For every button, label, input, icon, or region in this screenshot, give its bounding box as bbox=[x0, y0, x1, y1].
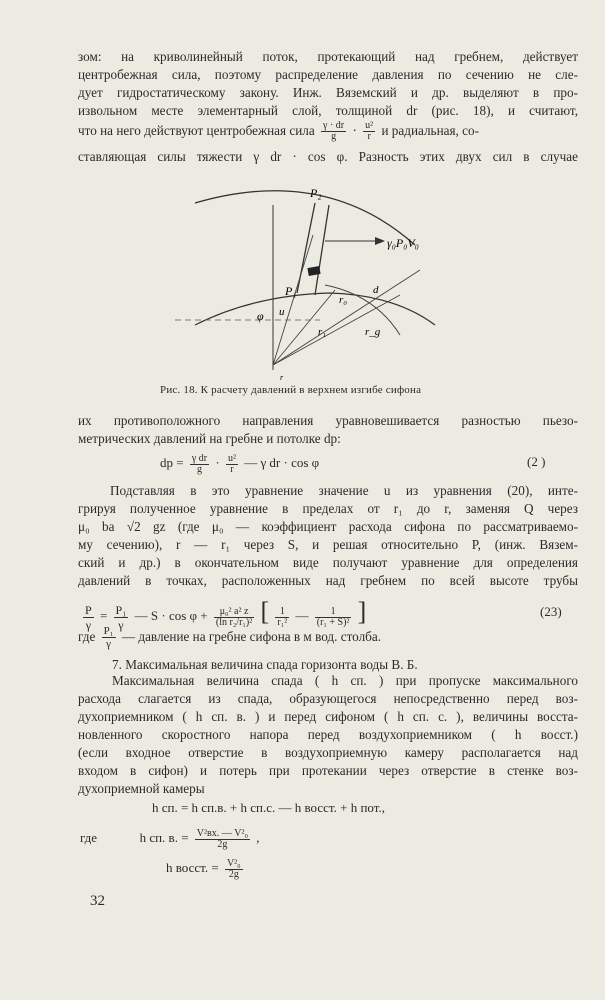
text-line: центробежная сила, поэтому распределение давления по сечению не сле- bbox=[78, 67, 578, 82]
equation-2: dp = $\frac{\text{γ dr}}{g}$ · $\frac{\text{u²}}{r}$ — γ dr · cos φ bbox=[160, 452, 320, 475]
text-line: му сечению), r — r₁ через S, и решая относительно P, (инж. Вязем- bbox=[78, 537, 578, 552]
label-origin: r bbox=[280, 373, 284, 380]
section-title: 7. Максимальная величина спада горизонта воды В. Б. bbox=[112, 657, 418, 672]
text-line: ский и др.) в окончательном виде получают уравнение для определения bbox=[78, 555, 578, 570]
label-u: u bbox=[279, 306, 285, 318]
middle-arc bbox=[325, 285, 400, 335]
text-line-where: где $\frac{\text{P₁}}{\gamma}$ — давление на гребне сифона в м вод. столба. bbox=[78, 625, 382, 651]
outer-arc bbox=[195, 191, 415, 245]
text-line: μ₀ ba √2 gz (где μ₀ — коэффициент расхода сифона по рассматриваемо- bbox=[78, 519, 578, 534]
label-r1: r₁ bbox=[318, 326, 327, 338]
label-p1: P₁ bbox=[285, 284, 297, 298]
text-line: ставляющая силы тяжести γ dr · cos φ. Разность этих двух сил в случае bbox=[78, 149, 578, 164]
tube-wall bbox=[315, 205, 329, 295]
label-p2: P₂ bbox=[310, 186, 322, 200]
text-line: расхода слагается из спада, образующегося непосредственно перед воз- bbox=[78, 691, 578, 706]
text-line: (если входное отверстие в воздухоприемную камеру располагается над bbox=[78, 745, 578, 760]
text-line: метрических давлений на гребне и потолке dp: bbox=[78, 431, 341, 446]
figure-18-siphon-diagram bbox=[175, 175, 465, 380]
label-flow: γ₀P₀V₀ bbox=[387, 236, 419, 250]
page-number: 32 bbox=[90, 893, 105, 909]
text-line: духоприемной камеры bbox=[78, 781, 205, 796]
label-rg: r_g bbox=[365, 326, 381, 338]
equation-h: h сп. = h сп.в. + h сп.с. — h восст. + h пот., bbox=[152, 800, 385, 815]
text-line: входом в сифон) и потерь при протекании через отверстие в стенке воз- bbox=[78, 763, 578, 778]
radius-line bbox=[273, 235, 313, 365]
text-line: новленного скоростного напора перед воздухоприемником ( h восст.) bbox=[78, 727, 578, 742]
text-line: Подставляя в это уравнение значение u из уравнения (20), инте- bbox=[110, 483, 578, 498]
label-r0: r₀ bbox=[339, 294, 348, 306]
equation-h-vosst: h восст. = $\frac{\text{V²₀}}{2g}$ bbox=[166, 857, 241, 880]
text-line: давлений в точках, расположенных над гребнем по всей высоте трубы bbox=[78, 573, 578, 588]
equation-23: $\frac{P}{\gamma}$ = $\frac{\text{P₁}}{\gamma}$ — S · cos φ + $\frac{\text{μ₀² a² z}}{\text{(ln r₂/r₁)²}}$ [ $\frac{1}{\text{r₁²}}$ — $\frac{1}{\text{(r₁ + S)²}}$ ] bbox=[85, 597, 367, 632]
text-line: зом: на криволинейный поток, протекающий над гребнем, действует bbox=[78, 49, 578, 64]
text-line: их противоположного направления уравновешивается разностью пьезо- bbox=[78, 413, 578, 428]
text-line: духоприемником ( h сп. в. ) и перед сифоном ( h сп. с. ), величины восста- bbox=[78, 709, 578, 724]
equation-number: (2 ) bbox=[527, 454, 546, 469]
label-phi: φ bbox=[257, 309, 264, 323]
text-line-with-formula: что на него действуют центробежная сила $\frac{\gamma \cdot dr}{g}$ · $\frac{\text{u²}}{r}$ и радиальная, со- bbox=[78, 120, 479, 143]
equation-h-sp-v: где h сп. в. = $\frac{\text{V²вх. — V²₀}}{2g}$ , bbox=[80, 827, 260, 850]
figure-caption: Рис. 18. К расчету давлений в верхнем изгибе сифона bbox=[160, 384, 422, 396]
label-d: d bbox=[373, 284, 379, 296]
text-line: дует гидростатическому закону. Инж. Вяземский и др. выделяют в про- bbox=[78, 85, 578, 100]
radius-line bbox=[273, 295, 400, 365]
text-line: грируя полученное уравнение в пределах от r₁ до r, заменяя Q через bbox=[78, 501, 578, 516]
text-line: извольном месте элементарный слой, толщиной dr (рис. 18), и считают, bbox=[78, 103, 578, 118]
fraction: $\frac{\gamma \cdot dr}{g}$ bbox=[323, 120, 345, 143]
fraction: $\frac{\text{u²}}{r}$ bbox=[365, 120, 374, 143]
text-line: Максимальная величина спада ( h сп. ) при пропуске максимального bbox=[112, 673, 578, 688]
equation-number: (23) bbox=[540, 604, 562, 619]
flow-arrow-head bbox=[375, 237, 385, 245]
